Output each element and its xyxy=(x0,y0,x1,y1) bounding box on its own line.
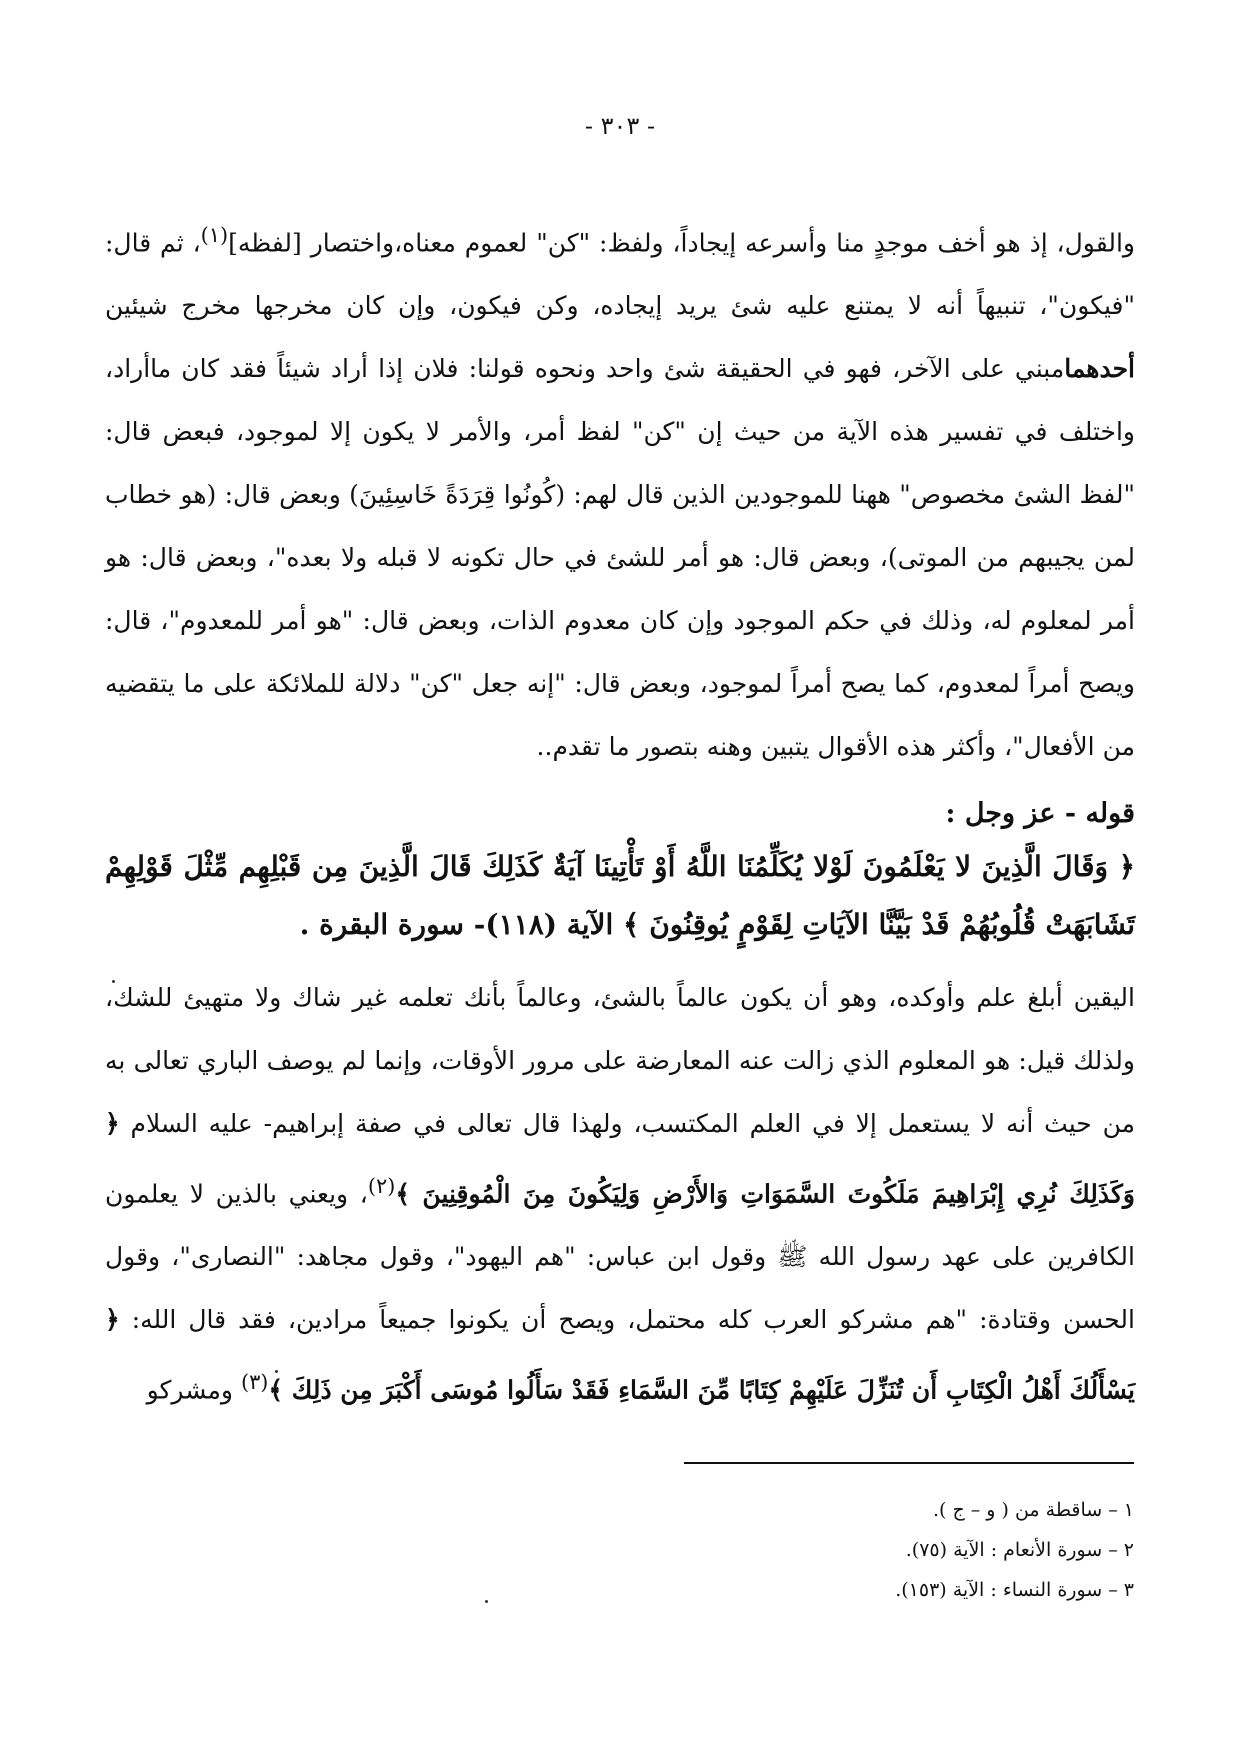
paragraph-1-text-a: والقول، إذ هو أخف موجدٍ منا وأسرعه إيجاداً، ولفظ: "كن" لعموم معناه،واختصار [لفظه] xyxy=(228,228,1135,258)
scan-speck xyxy=(485,1600,488,1603)
footnote-item-2: ٢ – سورة الأنعام : الآية (٧٥). xyxy=(905,1539,1134,1561)
body-paragraph-2 xyxy=(105,966,1135,1422)
quran-verse: ﴿ وَقَالَ الَّذِينَ لا يَعْلَمُونَ لَوْلا يُكَلِّمُنَا اللَّهُ أَوْ تَأْتِينَا آيَةٌ كَذَلِكَ قَالَ الَّذِينَ مِن قَبْلِهِم مِّثْلَ قَوْلِهِمْ تَشَابَهَتْ قُلُوبُهُمْ قَدْ بَيَّنَّا الآيَاتِ لِقَوْمٍ يُوقِنُونَ ﴾ الآية (١١٨)- سورة البقرة . xyxy=(105,850,1135,941)
footnote-ref-1: (١) xyxy=(200,223,229,247)
footnote-item-1: ١ – ساقطة من ( و – ج ). xyxy=(932,1499,1134,1521)
page-number: - ٣٠٣ - xyxy=(584,112,656,140)
paragraph-2-text-c: ومشركو xyxy=(146,1375,241,1405)
paragraph-2-verse-1: ﴿ وَكَذَلِكَ نُرِي إِبْرَاهِيمَ مَلَكُوتَ السَّمَوَاتِ وَالأَرْضِ وَلِيَكُونَ مِنَ الْمُوقِنِينَ ﴾ xyxy=(105,1109,1135,1209)
paragraph-1-emphasis: أحدهما xyxy=(1064,354,1135,384)
footnote-ref-3: (٣) xyxy=(240,1370,269,1395)
paragraph-2-text-b: ، ويعني بالذين لا يعلمون الكافرين على عهد رسول الله ﷺ وقول ابن عباس: "هم اليهود"، وقول مجاهد: "النصارى"، وقول الحسن وقتادة: "هم مشركو العرب كله محتمل، ويصح أن يكونوا جميعاً مرادين، فقد قال الله: xyxy=(105,1179,1135,1335)
footnote-ref-2: (٢) xyxy=(367,1174,396,1198)
footnotes-list xyxy=(534,1490,1134,1610)
scan-speck xyxy=(112,980,115,983)
paragraph-2-verse-2: ﴿ يَسْأَلُكَ أَهْلُ الْكِتَابِ أَن تُنَزِّلَ عَلَيْهِمْ كِتَابًا مِّنَ السَّمَاءِ فَقَدْ سَأَلُوا مُوسَى أَكْبَرَ مِن ذَلِكَ ﴾ xyxy=(105,1305,1135,1405)
section-heading: قوله - عز وجل : xyxy=(945,798,1135,829)
paragraph-2-text-a: اليقين أبلغ علم وأوكده، وهو أن يكون عالماً بالشئ، وعالماً بأنك تعلمه غير شاك ولا متهيئ للشك، ولذلك قيل: هو المعلوم الذي زالت عنه المعارضة على مرور الأوقات، وإنما لم يوصف الباري تعالى به من حيث أنه لا يستعمل إلا في العلم المكتسب، ولهذا قال تعالى في صفة إبراهيم- عليه السلام xyxy=(105,983,1135,1138)
paragraph-1-text-b: ، ثم قال: "فيكون"، تنبيهاً أنه لا يمتنع عليه شئ يريد إيجاده، وكن فيكون، وإن كان مخرجها مخرج شيئين xyxy=(105,228,1135,321)
body-paragraph-1 xyxy=(105,204,1135,778)
paragraph-1-text-c: مبني على الآخر، فهو في الحقيقة شئ واحد ونحوه قولنا: فلان إذا أراد شيئاً فقد كان ماأراد، واختلف في تفسير هذه الآية من حيث إن "كن" لفظ أمر، والأمر لا يكون إلا لموجود، فبعض قال: "لفظ الشئ مخصوص" ههنا للموجودين الذين قال لهم: (كُونُوا قِرَدَةً خَاسِئِينَ) وبعض قال: (هو خطاب لمن يجيبهم من الموتى)، وبعض قال: هو أمر للشئ في حال تكونه لا قبله ولا بعده"، وبعض قال: هو أمر لمعلوم له، وذلك في حكم الموجود وإن كان معدوم الذات، وبعض قال: "هو أمر للمعدوم"، قال: ويصح أمراً لمعدوم، كما يصح أمراً لموجود، وبعض قال: "إنه جعل "كن" دلالة للملائكة على ما يتقضيه من الأفعال"، وأكثر هذه الأقوال يتبين وهنه بتصور ما تقدم.. xyxy=(105,354,1135,762)
scan-speck xyxy=(275,1370,278,1373)
footnote-item-3: ٣ – سورة النساء : الآية (١٥٣). xyxy=(895,1579,1134,1601)
footnote-divider xyxy=(684,1462,1134,1464)
